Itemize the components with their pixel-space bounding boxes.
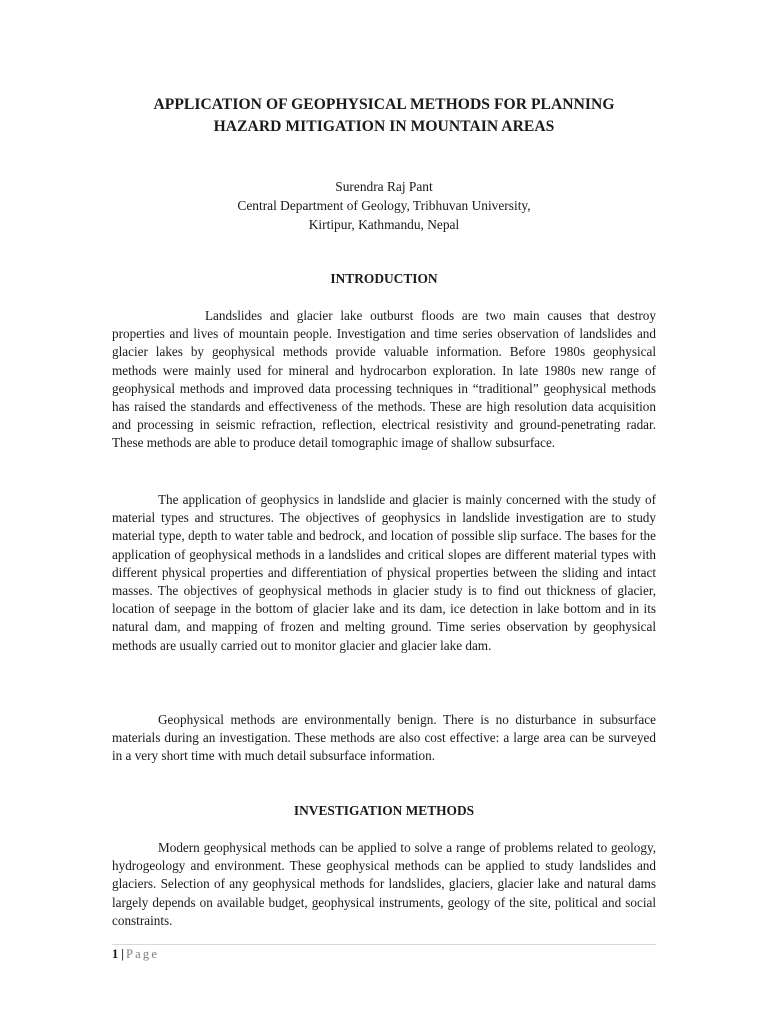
intro-paragraph-1: Landslides and glacier lake outburst floods are two main causes that destroy properties and lives of mountain people. Investigation and time series observation of landslides and glacier lakes by geophysical methods provide valuable information. Before 1980s geophysical methods were mainly used for mineral and hydrocarbon exploration. In late 1980s new range of geophysical methods and improved data processing techniques in “traditional” geophysical methods has raised the standards and effectiveness of the methods. These are high resolution data acquisition and processing in seismic refraction, reflection, electrical resistivity and ground-penetrating radar. These methods are able to produce detail tomographic image of shallow subsurface.: [112, 308, 656, 451]
title-line-2: HAZARD MITIGATION IN MOUNTAIN AREAS: [213, 118, 555, 135]
page-footer: [112, 946, 159, 962]
document-title: [112, 94, 656, 138]
section-heading-introduction: INTRODUCTION: [330, 271, 438, 286]
footer-divider: [112, 944, 656, 945]
methods-paragraph-1: Modern geophysical methods can be applied to solve a range of problems related to geology, hydrogeology and environment. These geophysical methods can be applied to study landslides and glaciers. Selection of any geophysical methods for landslides, glaciers, glacier lake and natural dams largely depends on available budget, geophysical instruments, geology of the site, political and social constraints.: [112, 840, 656, 928]
affiliation-line-1: Central Department of Geology, Tribhuvan University,: [237, 198, 531, 213]
intro-paragraph-3: Geophysical methods are environmentally benign. There is no disturbance in subsurface materials during an investigation. These methods are also cost effective: a large area can be surveyed in a very short time with much detail subsurface information.: [112, 712, 656, 764]
section-heading-investigation-methods: INVESTIGATION METHODS: [293, 803, 475, 818]
intro-paragraph-2: The application of geophysics in landslide and glacier is mainly concerned with the study of material types and structures. The objectives of geophysics in landslide investigation are to study material type, depth to water table and bedrock, and location of possible slip surface. The bases for the application of geophysical methods in a landslides and critical slopes are different material types with different physical properties and differentiation of physical properties between the sliding and intact masses. The objectives of geophysical methods in glacier study is to find out thickness of glacier, location of seepage in the bottom of glacier lake and its dam, ice detection in lake bottom and in its natural dam, and mapping of frozen and melting ground. Time series observation by geophysical methods are usually carried out to monitor glacier and glacier lake dam.: [112, 492, 656, 653]
title-line-1: APPLICATION OF GEOPHYSICAL METHODS FOR PLANNING: [153, 96, 615, 113]
page-number: 1: [112, 947, 119, 961]
author-block: [112, 177, 656, 234]
author-name: Surendra Raj Pant: [335, 179, 433, 194]
footer-separator: |: [121, 947, 125, 961]
page-word: Page: [126, 947, 160, 961]
affiliation-line-2: Kirtipur, Kathmandu, Nepal: [308, 217, 460, 232]
